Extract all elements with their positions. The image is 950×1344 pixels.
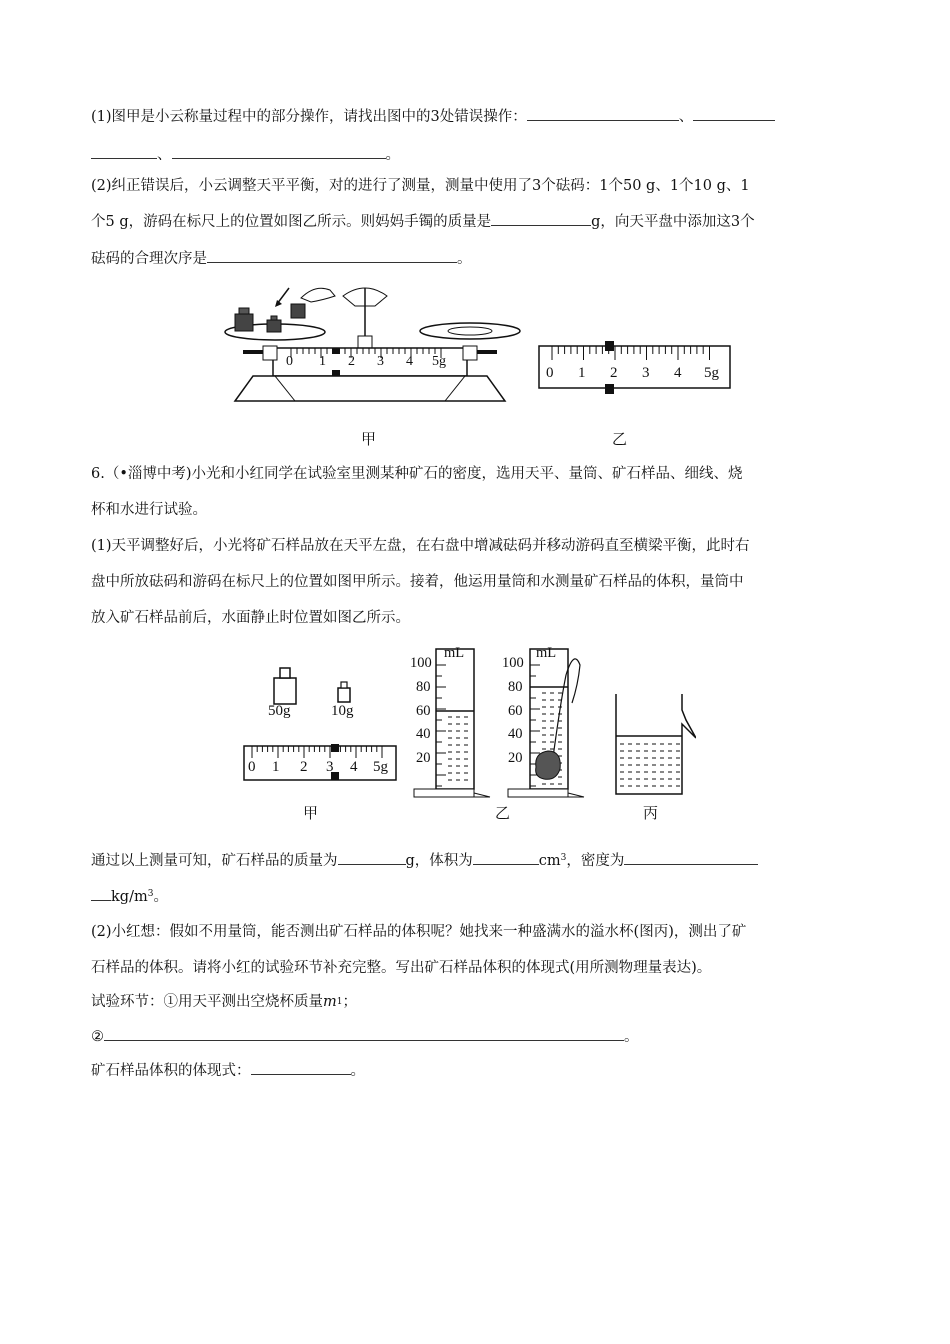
cylinder-labels: [410, 645, 590, 801]
q5-part2-line2: [91, 211, 755, 232]
q6-p1-line1: (1)天平调整好后，小光将矿石样品放在天平左盘，在右盘中增减砝码并移动游码直至横梁平衡，此时右: [91, 538, 750, 554]
balance-figure: [215, 276, 525, 406]
cyl2-tick-label: 100: [502, 655, 524, 671]
separator: 、: [157, 147, 172, 163]
formula-blank[interactable]: [251, 1060, 351, 1075]
scale-label: 4: [674, 365, 682, 381]
q6-text: 试验环节：①用天平测出空烧杯质量: [91, 994, 323, 1010]
density-blank[interactable]: [624, 850, 758, 865]
period: 。: [457, 251, 472, 267]
cyl1-unit: mL: [444, 645, 465, 661]
fig6-label-yi: 乙: [495, 804, 511, 822]
density-blank-cont[interactable]: [91, 886, 111, 901]
scale-label: 2: [300, 759, 308, 775]
q6-p2-line1: (2)小红想：假如不用量筒，能否测出矿石样品的体积呢？她找来一种盛满水的溢水杯(图丙)，测出了矿: [91, 924, 747, 940]
q5-part2-line3: [91, 248, 472, 269]
cyl2-tick-label: 60: [508, 703, 523, 719]
cyl1-tick-label: 20: [416, 750, 431, 766]
q6-formula: [91, 1060, 365, 1081]
q5-part1-text: (1)图甲是小云称量过程中的部分操作，请找出图中的3处错误操作：: [91, 109, 527, 125]
scale-label: 4: [350, 759, 358, 775]
weight-50g-label: 50g: [268, 703, 291, 719]
var-m: m: [323, 994, 337, 1010]
unit-kgm: kg/m: [111, 889, 148, 905]
q6-step1: [91, 992, 357, 1012]
q6-result-line: [91, 850, 758, 871]
q5-text: g，向天平盘中添加这3个: [591, 214, 755, 230]
scale-label: 2: [348, 354, 355, 369]
q6-header2: 杯和水进行试验。: [91, 502, 207, 518]
q5-part1-line: [91, 106, 775, 127]
cyl2-tick-label: 80: [508, 679, 523, 695]
scale-label: 3: [377, 354, 384, 369]
scale-label: 0: [546, 365, 554, 381]
answer-blank[interactable]: [91, 144, 157, 159]
scale-label: 1: [272, 759, 280, 775]
period: 。: [350, 1063, 365, 1079]
var-sub: 1: [336, 997, 343, 1007]
q6-p2-line2: 石样品的体积。请将小红的试验环节补充完整。写出矿石样品体积的体现式(用所测物理量表达)。: [91, 960, 712, 976]
period: 。: [385, 147, 400, 163]
scale-label: 5g: [704, 365, 719, 381]
q5-text: 砝码的合理次序是: [91, 251, 207, 267]
q6-step2: [91, 1026, 639, 1047]
q6-text: 通过以上测量可知，矿石样品的质量为: [91, 853, 338, 869]
q5-part2-line1: (2)纠正错误后，小云调整天平平衡，对的进行了测量，测量中使用了3个砝码：1个50 g、1个10 g、1: [91, 178, 750, 194]
overflow-cup-figure: [610, 690, 696, 800]
q6-header-text: 6.（•淄博中考)小光和小红同学在试验室里测某种矿石的密度，选用天平、量筒、矿石样品、细线、烧: [91, 466, 743, 482]
mass-blank[interactable]: [338, 850, 406, 865]
scale-label: 0: [248, 759, 256, 775]
scale-label: 5g: [373, 759, 388, 775]
scale-label: 1: [319, 354, 326, 369]
q6-p1-line2: 盘中所放砝码和游码在标尺上的位置如图甲所示。接着，他运用量筒和水测量矿石样品的体积，量筒中: [91, 574, 744, 590]
answer-blank[interactable]: [693, 106, 775, 121]
unit-cm: cm: [538, 853, 561, 869]
q6-text: g，体积为: [405, 853, 473, 869]
q5-part1-line2: [91, 144, 400, 165]
q6-header: [91, 464, 743, 484]
cyl2-unit: mL: [536, 645, 557, 661]
period: 。: [624, 1029, 639, 1045]
volume-blank[interactable]: [473, 850, 539, 865]
step2-blank[interactable]: [104, 1026, 624, 1041]
cyl2-tick-label: 40: [508, 726, 523, 742]
q6-text: ；: [342, 994, 357, 1010]
answer-blank[interactable]: [207, 248, 457, 263]
cyl1-tick-label: 40: [416, 726, 431, 742]
scale-label: 0: [286, 354, 293, 369]
fig6-label-jia: 甲: [303, 804, 319, 822]
scale-label: 2: [610, 365, 618, 381]
weight-10g-label: 10g: [331, 703, 354, 719]
cyl1-tick-label: 80: [416, 679, 431, 695]
q6-text: 矿石样品体积的体现式：: [91, 1063, 251, 1079]
scale-label: 3: [326, 759, 334, 775]
q6-p1-line3: 放入矿石样品前后，水面静止时位置如图乙所示。: [91, 610, 410, 626]
unit-sup: 3: [560, 853, 567, 863]
scale-ruler-figure: [538, 340, 732, 396]
answer-blank[interactable]: [491, 211, 591, 226]
cyl2-tick-label: 20: [508, 750, 523, 766]
scale-label: 3: [642, 365, 650, 381]
q6-text: ，密度为: [566, 853, 625, 869]
unit-sup: 3: [147, 889, 154, 899]
period: 。: [153, 889, 168, 905]
q5-text: 个5 g，游码在标尺上的位置如图乙所示。则妈妈手镯的质量是: [91, 214, 492, 230]
q6-result-line2: [91, 886, 168, 907]
cyl1-tick-label: 100: [410, 655, 432, 671]
scale-label: 4: [406, 354, 413, 369]
scale-label: 1: [578, 365, 586, 381]
separator: 、: [678, 109, 694, 125]
answer-blank[interactable]: [172, 144, 386, 159]
scale-label: 5g: [432, 354, 446, 369]
cyl1-tick-label: 60: [416, 703, 431, 719]
step2-marker: ②: [91, 1029, 104, 1045]
fig-label-yi: 乙: [612, 430, 628, 448]
answer-blank[interactable]: [527, 106, 679, 121]
fig-label-jia: 甲: [361, 430, 377, 448]
fig6-label-bing: 丙: [643, 804, 659, 822]
